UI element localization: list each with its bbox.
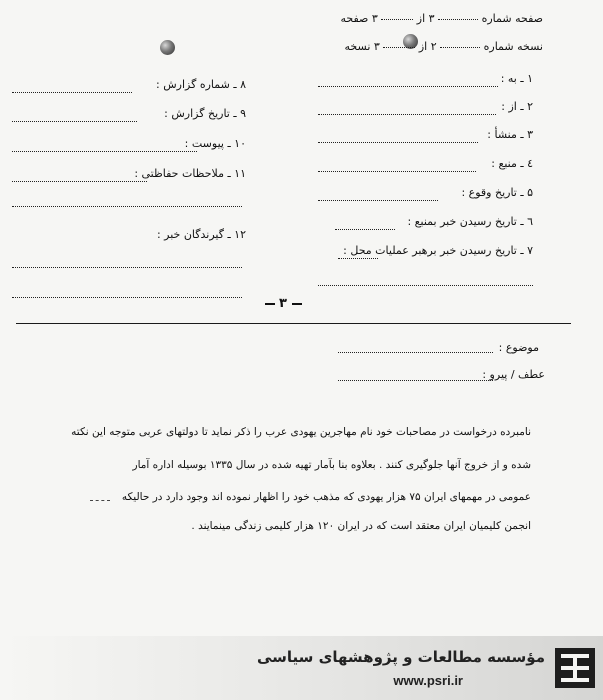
field-report-number-line bbox=[12, 92, 132, 93]
reference-label: عطف / پیرو : bbox=[482, 368, 545, 381]
field-attachment-line bbox=[12, 151, 197, 152]
field-news-to-leader-date-line-2 bbox=[318, 285, 533, 286]
field-event-date-line bbox=[318, 200, 438, 201]
subject-line bbox=[338, 352, 493, 353]
field-to-line bbox=[318, 86, 498, 87]
copy-number-line bbox=[283, 40, 543, 56]
field-security-notes-label: ۱۱ ـ ملاحظات حفاظتی : bbox=[134, 167, 246, 180]
field-security-notes-line-2 bbox=[12, 206, 242, 207]
field-from-line bbox=[318, 114, 496, 115]
page-total-value: ۳ bbox=[371, 12, 378, 25]
field-news-to-source-date-line bbox=[335, 229, 395, 230]
page-number-value: ۳ bbox=[428, 12, 435, 25]
field-report-date-line bbox=[12, 121, 137, 122]
punch-hole-left bbox=[160, 40, 175, 55]
field-recipients-line-2 bbox=[12, 297, 242, 298]
page-marker-number: ۳ bbox=[279, 296, 287, 311]
body-line-2: شده و از خروج آنها جلوگیری کنند . بعلاوه بنا بآمار تهیه شده در سال ۱۳۳۵ بوسیله اداره آمار bbox=[132, 459, 531, 471]
field-source-line bbox=[318, 171, 476, 172]
institute-logo-icon bbox=[555, 648, 595, 688]
institute-url: www.psri.ir bbox=[393, 673, 463, 688]
copy-unit-label: نسخه bbox=[344, 40, 371, 53]
page-unit-label: صفحه bbox=[340, 12, 369, 25]
body-line-1: نامبرده درخواست در مصاحبات خود نام مهاجرین یهودی عرب را ذکر نماید تا دولتهای عربی متوجه این نکته bbox=[71, 426, 531, 438]
field-news-to-leader-date-line bbox=[338, 258, 378, 259]
field-report-date-label: ۹ ـ تاریخ گزارش : bbox=[164, 107, 246, 120]
field-origin-label: ۳ ـ منشأ : bbox=[487, 128, 533, 141]
page-marker bbox=[258, 296, 308, 314]
field-recipients-label: ۱۲ ـ گیرندگان خبر : bbox=[156, 228, 246, 241]
field-event-date-label: ۵ ـ تاریخ وقوع : bbox=[461, 186, 533, 199]
page-number-line bbox=[283, 12, 543, 28]
copy-number-value: ۲ bbox=[430, 40, 437, 53]
field-source-label: ٤ ـ منبع : bbox=[491, 157, 533, 170]
reference-line bbox=[338, 380, 493, 381]
institute-name: مؤسسه مطالعات و پژوهشهای سیاسی bbox=[256, 648, 545, 666]
copy-number-label: نسخه شماره bbox=[483, 40, 543, 53]
footer-watermark bbox=[0, 636, 603, 700]
subject-label: موضوع : bbox=[498, 341, 539, 354]
field-origin-line bbox=[318, 142, 478, 143]
page-number-label: صفحه شماره bbox=[481, 12, 543, 25]
field-recipients-line-1 bbox=[12, 267, 242, 268]
header-divider bbox=[16, 323, 571, 324]
body-line-3-dash bbox=[90, 500, 110, 501]
field-from-label: ۲ ـ از : bbox=[501, 100, 533, 113]
copy-of-label: از bbox=[418, 40, 428, 53]
field-to-label: ۱ ـ به : bbox=[500, 72, 533, 85]
field-security-notes-line bbox=[12, 181, 147, 182]
field-report-number-label: ۸ ـ شماره گزارش : bbox=[156, 78, 246, 91]
field-attachment-label: ۱۰ ـ پیوست : bbox=[184, 137, 246, 150]
copy-total-value: ۳ bbox=[373, 40, 380, 53]
body-line-3: عمومی در مهمهای ایران ۷۵ هزار یهودی که مذهب خود را اظهار نموده اند وجود دارد در حالیکه bbox=[121, 491, 531, 503]
field-news-to-source-date-label: ٦ ـ تاریخ رسیدن خبر بمنبع : bbox=[407, 215, 533, 228]
field-news-to-leader-date-label: ۷ ـ تاریخ رسیدن خبر برهبر عملیات محل : bbox=[343, 244, 533, 257]
body-line-4: انجمن کلیمیان ایران معتقد است که در ایران ۱۲۰ هزار کلیمی زندگی مینمایند . bbox=[191, 520, 531, 532]
page-of-label: از bbox=[416, 12, 426, 25]
